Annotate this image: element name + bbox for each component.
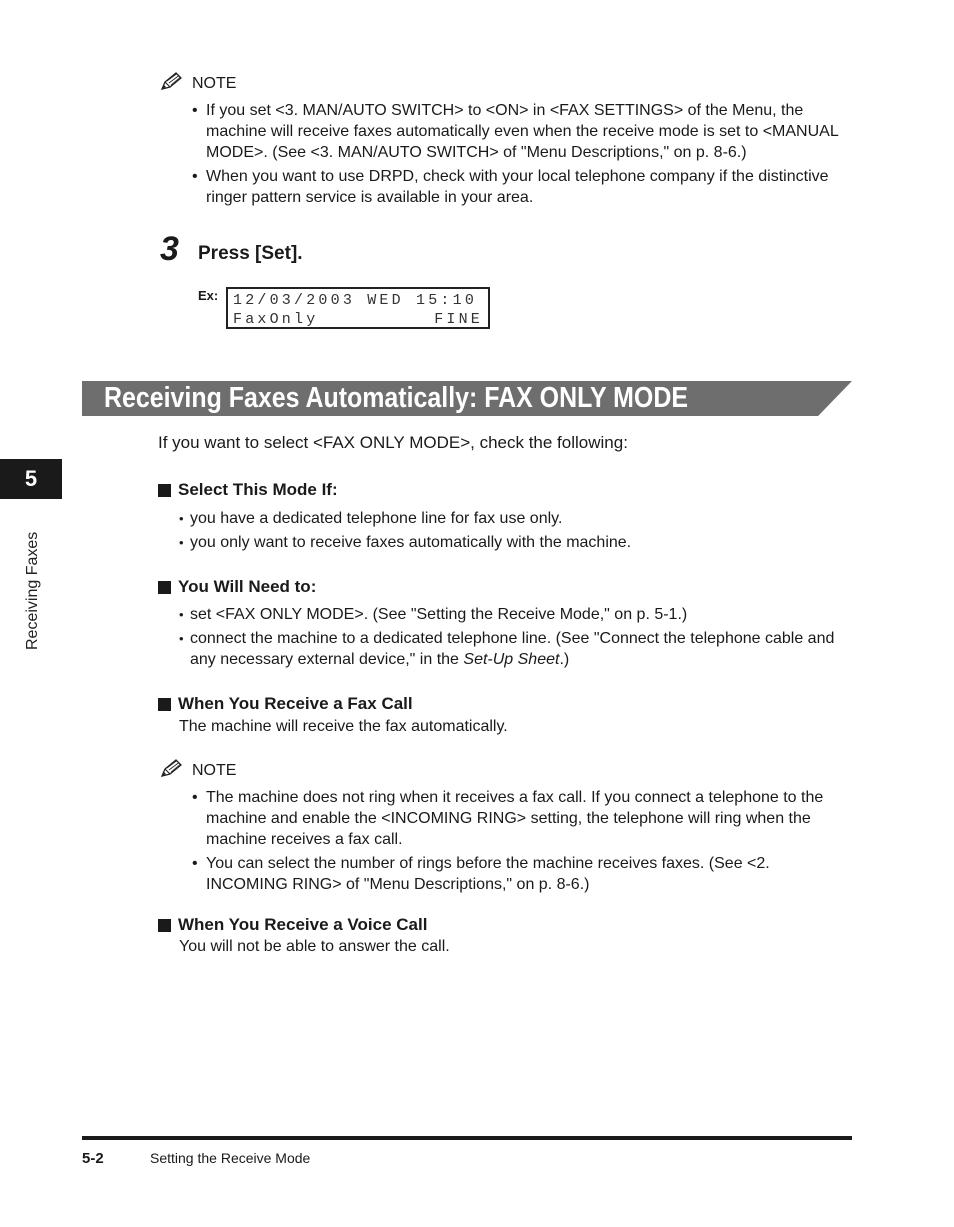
intro-text: If you want to select <FAX ONLY MODE>, check the following: [158, 433, 628, 452]
select-mode-list [179, 508, 849, 556]
chapter-side-label: Receiving Faxes [24, 531, 41, 650]
list-item: • connect the machine to a dedicated telephone line. (See "Connect the telephone cable and any necessary external device," in the Set-Up Sheet.) [179, 628, 849, 670]
lcd-row-1 [233, 291, 483, 310]
select-mode-heading [158, 480, 338, 500]
fax-call-heading [158, 694, 413, 714]
need-to-list [179, 604, 849, 673]
square-bullet-icon [158, 919, 171, 932]
note-item: • You can select the number of rings before the machine receives faxes. (See <2. INCOMING RING> of "Menu Descriptions," on p. 8-6.) [192, 853, 850, 895]
lcd-row-2 [233, 310, 483, 329]
note-list [192, 100, 850, 208]
square-bullet-icon [158, 484, 171, 497]
voice-call-text: You will not be able to answer the call. [179, 938, 450, 955]
heading-label: When You Receive a Fax Call [178, 694, 413, 713]
pencil-icon [160, 758, 186, 783]
square-bullet-icon [158, 581, 171, 594]
footer-divider [82, 1136, 852, 1140]
lcd-mode: FaxOnly [233, 311, 319, 328]
note-block-2 [160, 758, 850, 898]
section-title: Receiving Faxes Automatically: FAX ONLY MODE [104, 382, 688, 414]
note-list [192, 787, 850, 895]
document-reference: Set-Up Sheet [463, 651, 560, 668]
lcd-resolution: FINE [434, 311, 483, 328]
lcd-date-time: 12/03/2003 WED 15:10 [233, 292, 478, 309]
note-item: • When you want to use DRPD, check with your local telephone company if the distinctive ringer pattern service is available in your area. [192, 166, 850, 208]
fax-call-text: The machine will receive the fax automatically. [179, 718, 508, 735]
footer-section-title: Setting the Receive Mode [150, 1150, 311, 1166]
pencil-icon [160, 71, 186, 96]
note-header [160, 71, 850, 96]
note-label: NOTE [192, 74, 237, 92]
list-item: • you have a dedicated telephone line for fax use only. [179, 508, 849, 529]
heading-label: Select This Mode If: [178, 480, 338, 499]
step-number: 3 [160, 230, 179, 268]
page-number: 5-2 [82, 1150, 104, 1167]
heading-label: You Will Need to: [178, 577, 317, 596]
list-item: • set <FAX ONLY MODE>. (See "Setting the Receive Mode," on p. 5-1.) [179, 604, 849, 625]
lcd-display [226, 287, 490, 329]
need-to-heading [158, 577, 316, 597]
note-label: NOTE [192, 761, 237, 779]
note-item: • The machine does not ring when it receives a fax call. If you connect a telephone to the machine and enable the <INCOMING RING> setting, the telephone will ring when the machine receives a fax call. [192, 787, 850, 850]
square-bullet-icon [158, 698, 171, 711]
step-instruction: Press [Set]. [198, 243, 303, 264]
note-block-1 [160, 71, 850, 211]
voice-call-heading [158, 915, 427, 935]
list-item: • you only want to receive faxes automatically with the machine. [179, 532, 849, 553]
note-item: • If you set <3. MAN/AUTO SWITCH> to <ON> in <FAX SETTINGS> of the Menu, the machine will receive faxes automatically even when the receive mode is set to <MANUAL MODE>. (See <3. MAN/AUTO SWITCH> of "Menu Descriptions," on p. 8-6.) [192, 100, 850, 163]
note-header [160, 758, 850, 783]
example-label: Ex: [198, 288, 219, 303]
heading-label: When You Receive a Voice Call [178, 915, 428, 934]
chapter-tab: 5 [0, 459, 62, 499]
